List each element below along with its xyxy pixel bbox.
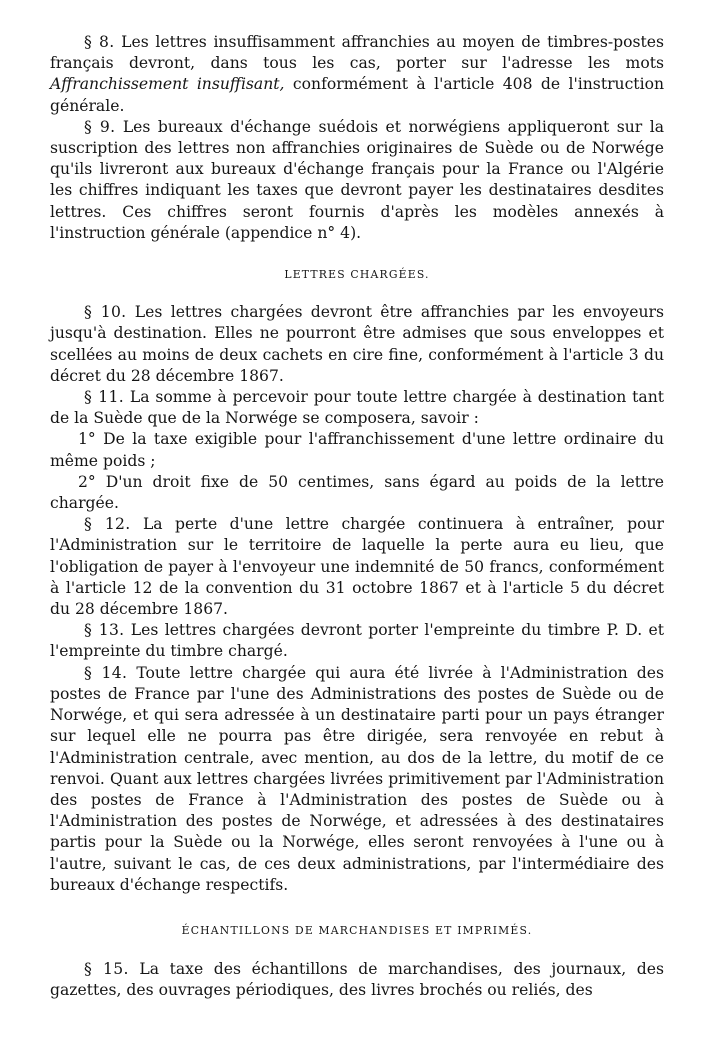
- italic-phrase: Affranchissement insuffisant,: [50, 75, 285, 94]
- paragraph-text: La perte d'une lettre chargée continuera à entraîner, pour l'Administration sur le territoire de laquelle la perte aura eu lieu, que l'obligation de payer à l'envoyeur une indemnité de 50 francs, conformément à l'article 12 de la convention du 31 octobre 1867 et à l'article 5 du décret du 28 décembre 1867.: [50, 515, 664, 619]
- paragraph-s9: [50, 117, 664, 244]
- paragraph-s11: [50, 387, 664, 429]
- section-marker: § 12.: [84, 515, 131, 534]
- list-item: 2° D'un droit fixe de 50 centimes, sans égard au poids de la lettre chargée.: [50, 472, 664, 513]
- paragraph-s8: [50, 32, 664, 117]
- section-marker: § 9.: [84, 117, 116, 136]
- paragraph-text: La somme à percevoir pour toute lettre chargée à destination tant de la Suède que de la Norwége se composera, savoir :: [50, 388, 664, 428]
- paragraph-text: Les lettres insuffisamment affranchies au moyen de timbres-postes français devront, dans tous les cas, porter sur l'adresse les mots: [50, 33, 664, 73]
- section-marker: § 8.: [84, 33, 115, 51]
- paragraph-text: La taxe des échantillons de marchandises, des journaux, des gazettes, des ouvrages périodiques, des livres brochés ou reliés, des: [50, 960, 664, 1000]
- section-heading-echantillons: ÉCHANTILLONS DE MARCHANDISES ET IMPRIMÉS.: [181, 923, 533, 937]
- section-marker: § 14.: [84, 663, 128, 682]
- paragraph-text: Les lettres chargées devront être affranchies par les envoyeurs jusqu'à destination. Elles ne pourront être admises que sous enveloppes et scellées au moins de deux cachets en cire fine, conformément à l'article 3 du décret du 28 décembre 1867.: [50, 303, 664, 385]
- paragraph-text: Les lettres chargées devront porter l'empreinte du timbre P. D. et l'empreinte du timbre chargé.: [50, 621, 664, 661]
- paragraph-s12: [50, 514, 664, 620]
- paragraph-s10: [50, 302, 664, 387]
- paragraph-text: Les bureaux d'échange suédois et norwégiens appliqueront sur la suscription des lettres non affranchies originaires de Suède ou de Norwége qu'ils livreront aux bureaux d'échange français pour la France ou l'Algérie les chiffres indiquant les taxes que devront payer les destinataires desdites lettres. Ces chiffres seront fournis d'après les modèles annexés à l'instruction générale (appendice n° 4).: [50, 117, 664, 242]
- list-item: 1° De la taxe exigible pour l'affranchissement d'une lettre ordinaire du même poids ;: [50, 430, 664, 470]
- paragraph-s14: [50, 663, 664, 896]
- paragraph-text: conformément à l'article 408 de l'instruction générale.: [50, 75, 664, 115]
- paragraph-text: Toute lettre chargée qui aura été livrée à l'Administration des postes de France par l'une des Administrations des postes de Suède ou de Norwége, et qui sera adressée à un destinataire parti pour un pays étranger sur lequel elle ne pourra pas être dirigée, sera renvoyée en rebut à l'Administration centrale, avec mention, au dos de la lettre, du motif de ce renvoi. Quant aux lettres chargées livrées primitivement par l'Administration des postes de France à l'Administration des postes de Suède ou à l'Administration des postes de Norwége, et adressées à des destinataires partis pour la Suède ou la Norwége, elles seront renvoyées à l'une ou à l'autre, suivant le cas, de ces deux administrations, par l'intermédiaire des bureaux d'échange respectifs.: [50, 663, 664, 894]
- document-page: [50, 32, 664, 1002]
- section-heading-lettres-chargees: LETTRES CHARGÉES.: [284, 268, 430, 282]
- section-marker: § 13.: [84, 621, 125, 640]
- section-marker: § 10.: [84, 303, 127, 322]
- paragraph-s13: [50, 620, 664, 662]
- paragraph-s15: [50, 959, 664, 1001]
- section-marker: § 11.: [84, 388, 124, 407]
- section-marker: § 15.: [84, 960, 129, 979]
